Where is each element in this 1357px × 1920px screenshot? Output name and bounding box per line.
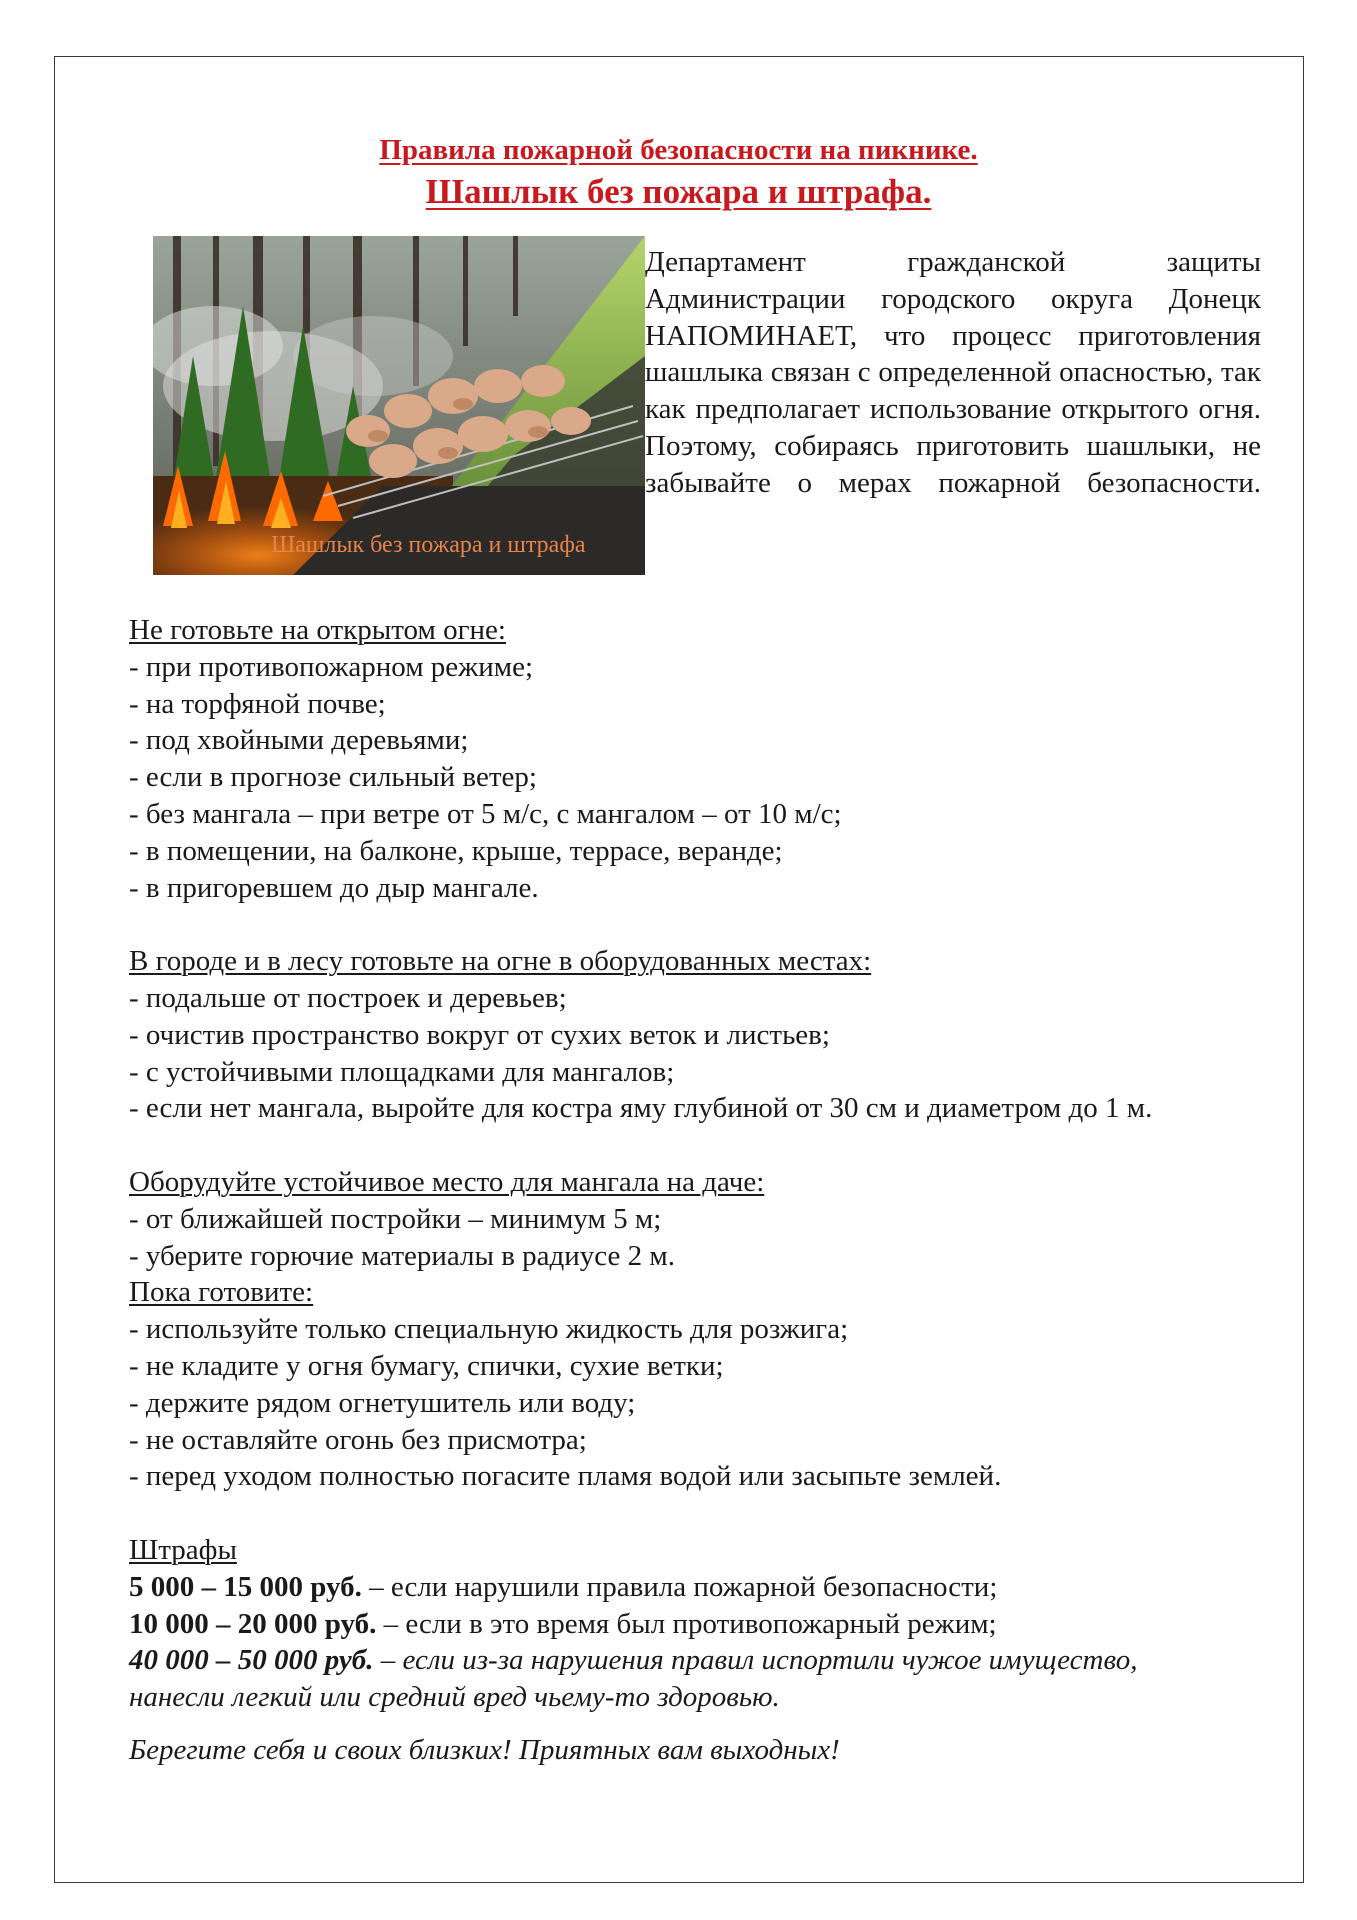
list-item: - держите рядом огнетушитель или воду;: [129, 1386, 636, 1419]
list-item: - если в прогнозе сильный ветер;: [129, 761, 537, 794]
section-heading-while-cooking: Пока готовите:: [129, 1276, 314, 1309]
document-body: [129, 612, 1269, 1769]
fine-amount: 40 000 – 50 000 руб.: [129, 1644, 374, 1677]
list-item: - подальше от построек и деревьев;: [129, 981, 567, 1014]
list-item: - от ближайшей постройки – минимум 5 м;: [129, 1202, 662, 1235]
list-item: - перед уходом полностью погасите пламя водой или засыпьте землей.: [129, 1460, 1002, 1493]
list-item: - не кладите у огня бумагу, спички, сухие ветки;: [129, 1349, 724, 1382]
fine-description: – если из-за нарушения правил испортили чужое имущество,: [373, 1644, 1138, 1677]
closing-message: Берегите себя и своих близких! Приятных вам выходных!: [129, 1733, 840, 1766]
list-item: - не оставляйте огонь без присмотра;: [129, 1423, 587, 1456]
fine-item: [129, 1642, 1269, 1679]
list-item: - под хвойными деревьями;: [129, 724, 469, 757]
photo-caption: Шашлык без пожара и штрафа: [271, 532, 586, 558]
section-heading-equipped-places: В городе и в лесу готовьте на огне в оборудованных местах:: [129, 945, 872, 978]
intro-paragraph: Департамент гражданской защиты Администрации городского округа Донецк НАПОМИНАЕТ, что процесс приготовления шашлыка связан с определенной опасностью, так как предполагает использование открытого огня. Поэтому, собираясь приготовить шашлыки, не забывайте о мерах пожарной безопасности.: [645, 246, 1261, 499]
list-item: - на торфяной почве;: [129, 687, 386, 720]
list-item: - уберите горючие материалы в радиусе 2 м.: [129, 1239, 676, 1272]
list-item: - с устойчивыми площадками для мангалов;: [129, 1055, 675, 1088]
fine-description: – если в это время был противопожарный режим;: [376, 1607, 997, 1640]
photo-illustration: [153, 236, 645, 575]
list-item: - без мангала – при ветре от 5 м/с, с мангалом – от 10 м/с;: [129, 797, 842, 830]
list-item: - при противопожарном режиме;: [129, 650, 534, 683]
section-heading-fines: Штрафы: [129, 1533, 237, 1566]
section-heading-open-fire: Не готовьте на открытом огне:: [129, 614, 506, 646]
section-heading-dacha: Оборудуйте устойчивое место для мангала на даче:: [129, 1165, 765, 1198]
fine-amount: 5 000 – 15 000 руб.: [129, 1570, 362, 1603]
list-item: - в помещении, на балконе, крыше, террасе, веранде;: [129, 834, 783, 867]
list-item: - если нет мангала, выройте для костра яму глубиной от 30 см и диаметром до 1 м.: [129, 1092, 1153, 1125]
document-subtitle: Шашлык без пожара и штрафа.: [425, 172, 932, 211]
fine-description-continued: нанесли легкий или средний вред чьему-то здоровью.: [129, 1681, 780, 1714]
forest-fire-and-barbecue-photo: [153, 236, 645, 575]
fine-item: [129, 1606, 1269, 1643]
fine-item: [129, 1569, 1269, 1606]
list-item: - в пригоревшем до дыр мангале.: [129, 871, 539, 904]
fine-amount: 10 000 – 20 000 руб.: [129, 1607, 377, 1640]
fine-description: – если нарушили правила пожарной безопасности;: [361, 1570, 998, 1603]
list-item: - очистив пространство вокруг от сухих веток и листьев;: [129, 1018, 830, 1051]
document-title: Правила пожарной безопасности на пикнике.: [379, 134, 978, 166]
list-item: - используйте только специальную жидкость для розжига;: [129, 1313, 849, 1346]
